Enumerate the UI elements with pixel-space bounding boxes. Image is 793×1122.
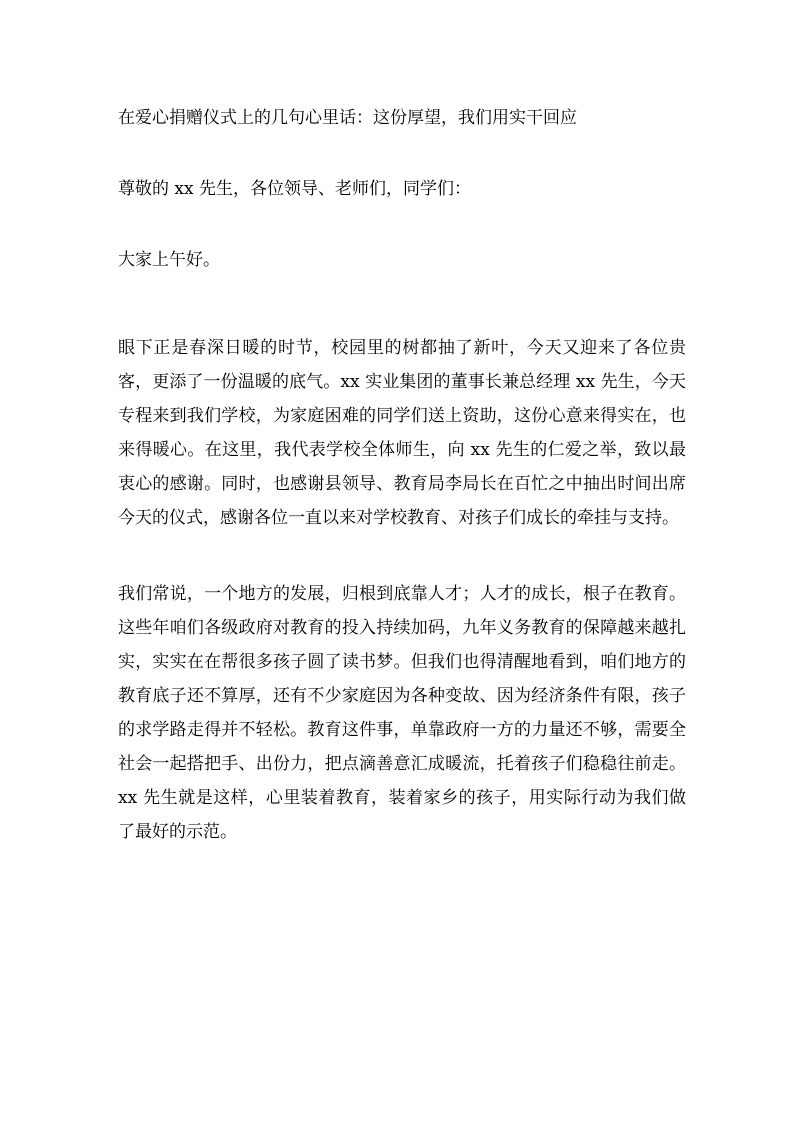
salutation-line: 尊敬的 xx 先生，各位领导、老师们，同学们： — [118, 179, 471, 199]
document-body — [118, 101, 686, 849]
body-paragraph-1: 眼下正是春深日暖的时节，校园里的树都抽了新叶，今天又迎来了各位贵客，更添了一份温暖的底气。xx 实业集团的董事长兼总经理 xx 先生，今天专程来到我们学校，为家庭困难的同学们送上资助，这份心意来得实在，也来得暖心。在这里，我代表学校全体师生，向 xx 先生的仁爱之举，致以最衷心的感谢。同时，也感谢县领导、教育局李局长在百忙之中抽出时间出席今天的仪式，感谢各位一直以来对学校教育、对孩子们成长的牵挂与支持。 — [118, 338, 686, 528]
greeting-line: 大家上午好。 — [118, 250, 220, 270]
body-paragraph-2: 我们常说，一个地方的发展，归根到底靠人才；人才的成长，根子在教育。这些年咱们各级政府对教育的投入持续加码，九年义务教育的保障越来越扎实，实实在在帮很多孩子圆了读书梦。但我们也得清醒地看到，咱们地方的教育底子还不算厚，还有不少家庭因为各种变故、因为经济条件有限，孩子的求学路走得并不轻松。教育这件事，单靠政府一方的力量还不够，需要全社会一起搭把手、出份力，把点滴善意汇成暖流，托着孩子们稳稳往前走。xx 先生就是这样，心里装着教育，装着家乡的孩子，用实际行动为我们做了最好的示范。 — [118, 584, 686, 842]
document-title: 在爱心捐赠仪式上的几句心里话：这份厚望，我们用实干回应 — [118, 108, 577, 128]
